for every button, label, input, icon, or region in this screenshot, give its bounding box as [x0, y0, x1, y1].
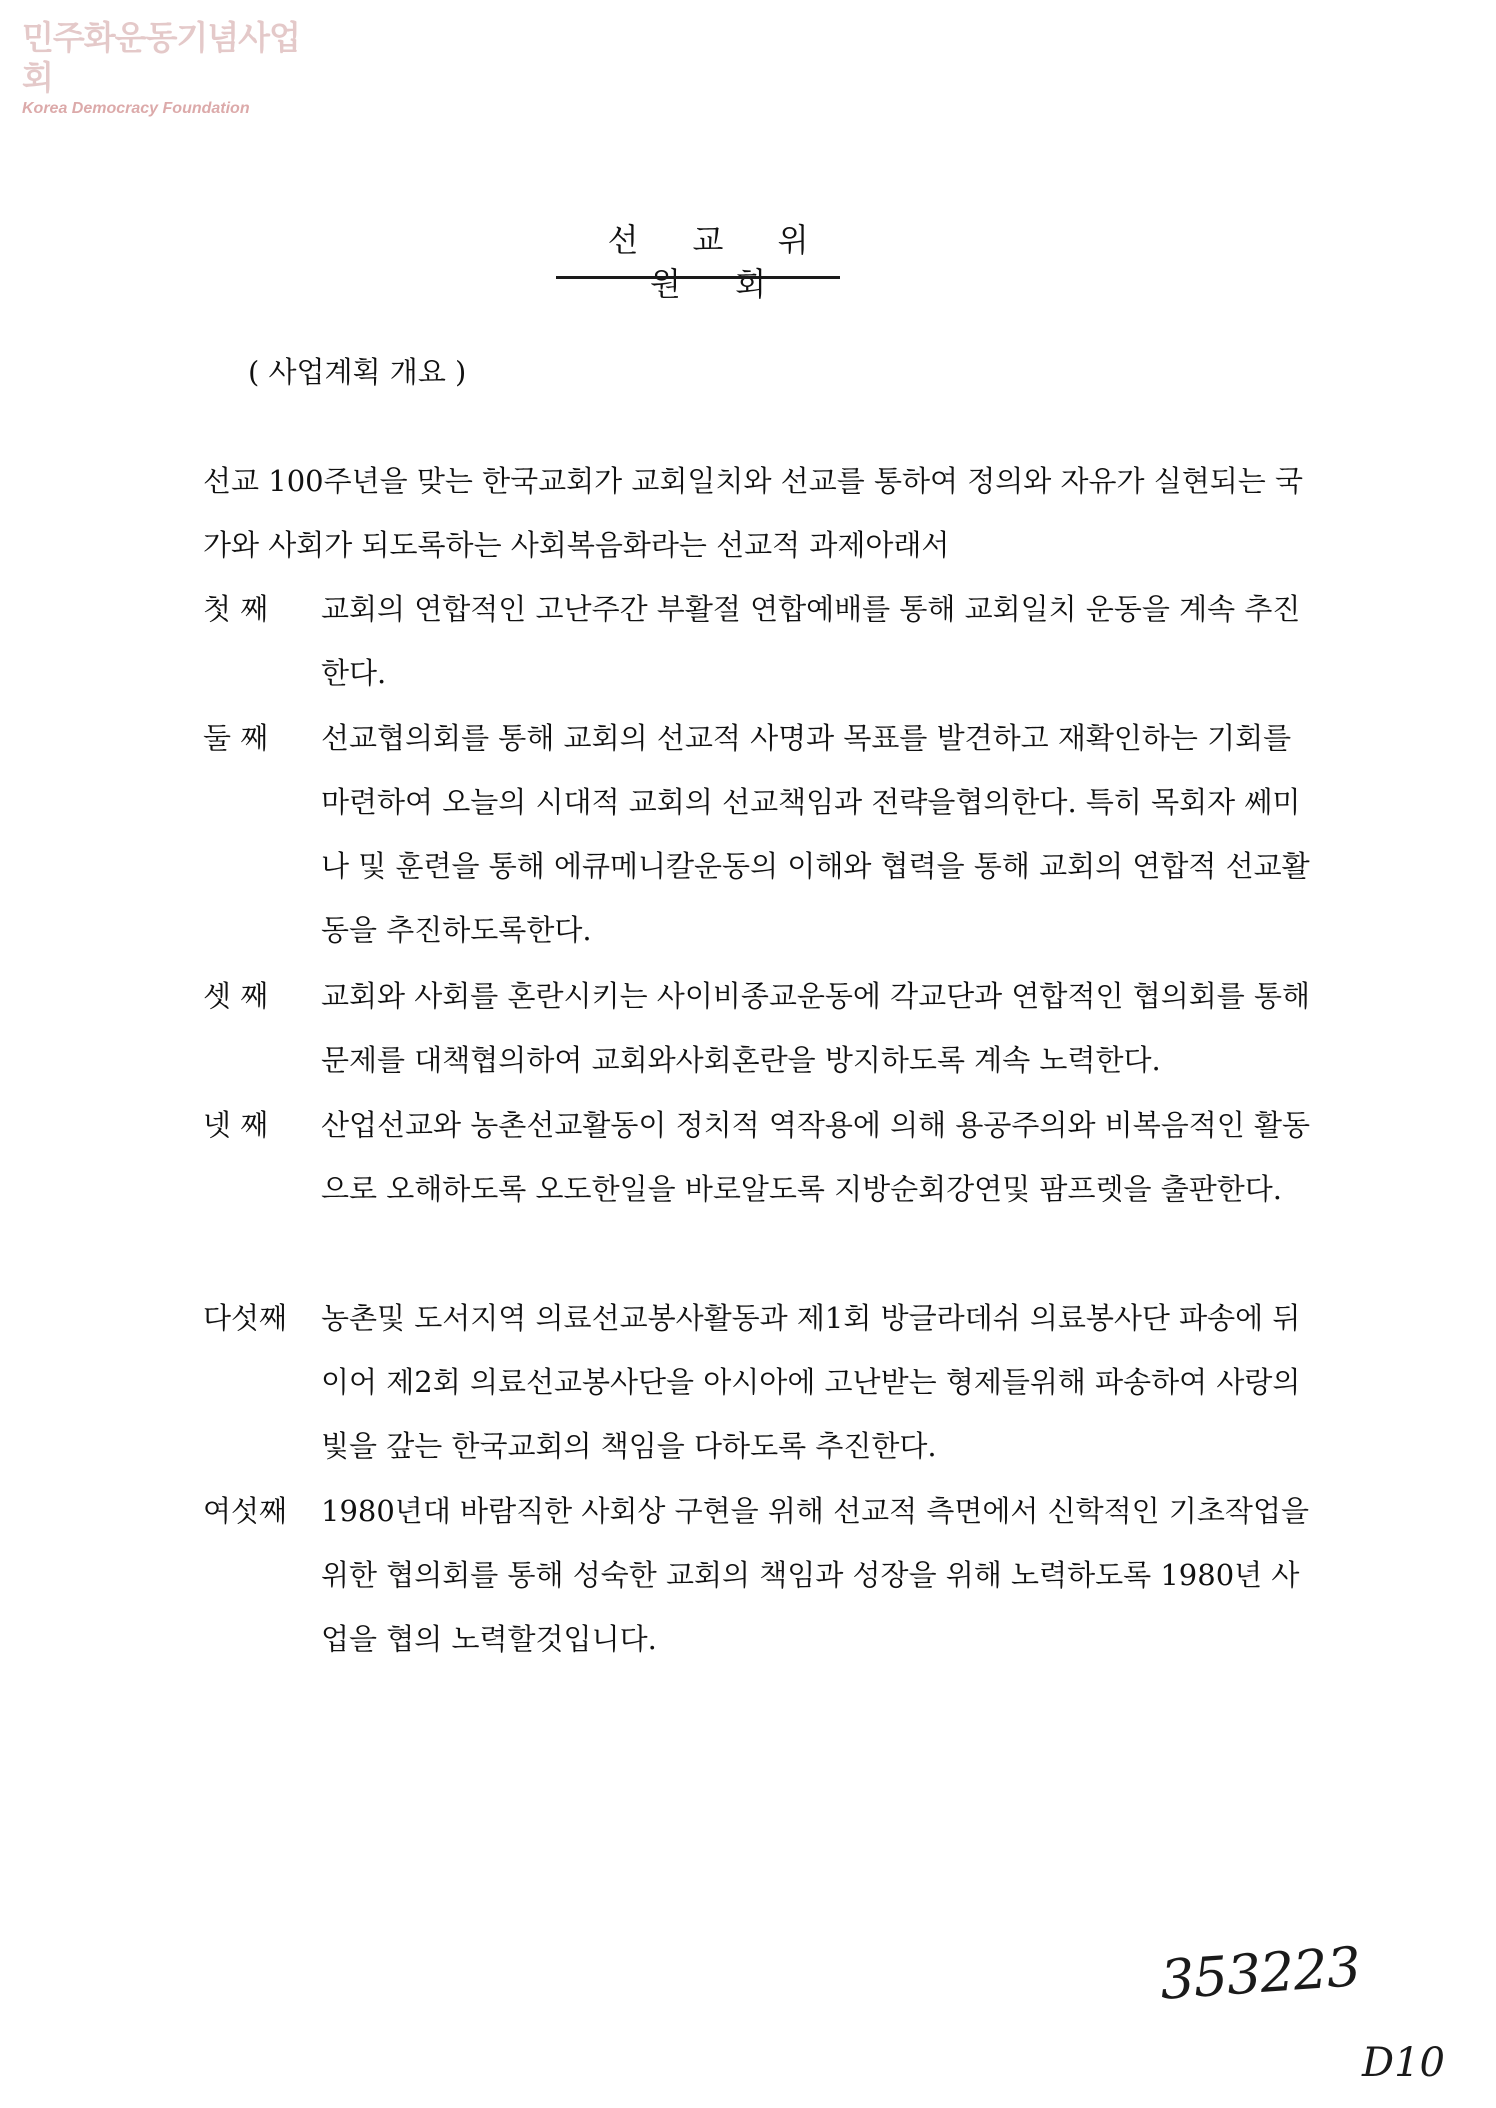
list-item-marker: 다섯째: [203, 1301, 288, 1335]
list-item-text: 교회와 사회를 혼란시키는 사이비종교운동에 각교단과 연합적인 협의회를 통해 문제를 대책협의하여 교회와사회혼란을 방지하도록 계속 노력한다.: [321, 979, 1310, 1077]
list-item: [203, 1093, 1323, 1221]
list-item-marker: 넷 째: [203, 1108, 269, 1142]
list-item-marker: 둘 째: [203, 721, 269, 755]
document-subheading: ( 사업계획 개요 ): [248, 355, 467, 389]
document-title: 선 교 위 원 회: [607, 221, 831, 303]
handwritten-number: 353223: [1158, 1935, 1363, 2012]
watermark-korean: 민주화운동기념사업회: [22, 18, 300, 97]
list-item: [203, 1286, 1323, 1478]
list-item: [203, 577, 1323, 705]
list-item-text: 농촌및 도서지역 의료선교봉사활동과 제1회 방글라데쉬 의료봉사단 파송에 뒤이어 제2회 의료선교봉사단을 아시아에 고난받는 형제들위해 파송하여 사랑의 빛을 갚는 한국교회의 책임을 다하도록 추진한다.: [321, 1301, 1301, 1463]
list-item-marker: 셋 째: [203, 979, 269, 1013]
watermark-logo: [22, 18, 322, 118]
watermark-english: Korea Democracy Foundation: [22, 100, 250, 117]
list-item-marker: 여섯째: [203, 1494, 288, 1528]
list-item-marker: 첫 째: [203, 592, 269, 626]
list-item-text: 1980년대 바람직한 사회상 구현을 위해 선교적 측면에서 신학적인 기초작업을 위한 협의회를 통해 성숙한 교회의 책임과 성장을 위해 노력하도록 1980년 사업을 협의 노력할것입니다.: [321, 1494, 1309, 1656]
list-item: [203, 1479, 1323, 1671]
list-item-text: 선교협의회를 통해 교회의 선교적 사명과 목표를 발견하고 재확인하는 기회를 마련하여 오늘의 시대적 교회의 선교책임과 전략을협의한다. 특히 목회자 쎄미나 및 훈련을 통해 에큐메니칼운동의 이해와 협력을 통해 교회의 연합적 선교활동을 추진하도록한다.: [321, 721, 1310, 947]
list-item: [203, 964, 1323, 1092]
list-item-text: 교회의 연합적인 고난주간 부활절 연합예배를 통해 교회일치 운동을 계속 추진한다.: [321, 592, 1301, 690]
list-item-text: 산업선교와 농촌선교활동이 정치적 역작용에 의해 용공주의와 비복음적인 활동으로 오해하도록 오도한일을 바로알도록 지방순회강연및 팜프렛을 출판한다.: [321, 1108, 1310, 1206]
handwritten-code: D10: [1362, 2040, 1445, 2086]
list-item: [203, 706, 1323, 962]
title-underline: [556, 276, 840, 279]
intro-paragraph: 선교 100주년을 맞는 한국교회가 교회일치와 선교를 통하여 정의와 자유가 실현되는 국가와 사회가 되도록하는 사회복음화라는 선교적 과제아래서: [203, 464, 1304, 562]
